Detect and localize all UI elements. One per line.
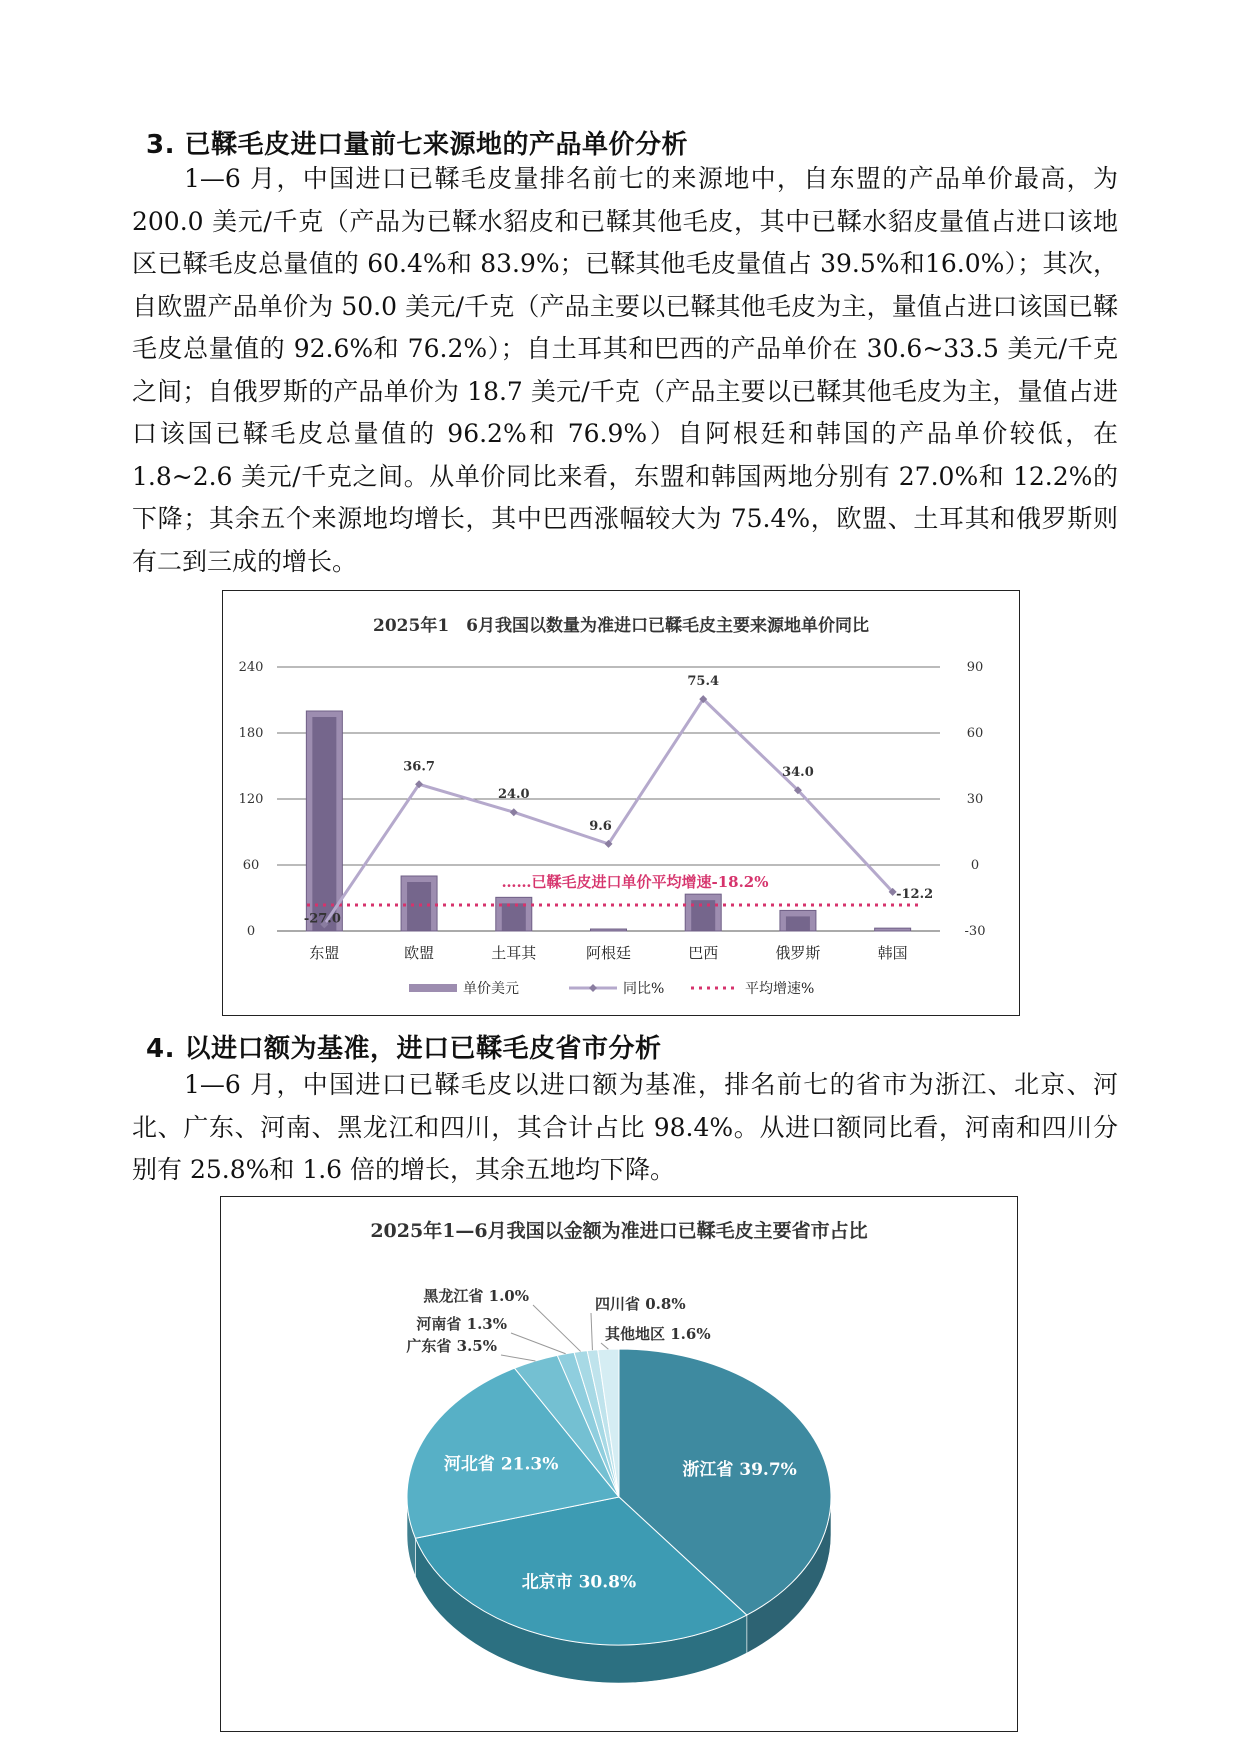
pie-callout-label: 黑龙江省 1.0% [423, 1287, 529, 1305]
pie-callout-label: 河南省 1.3% [416, 1315, 507, 1333]
x-tick-label: 土耳其 [491, 944, 537, 962]
section-4-heading: 4. 以进口额为基准，进口已鞣毛皮省市分析 [146, 1034, 662, 1064]
y-right-tick-label: -30 [964, 924, 986, 939]
bar-inner-shade [502, 903, 526, 931]
y-right-tick-label: 0 [970, 858, 980, 873]
yoy-data-label: -12.2 [896, 886, 934, 902]
pie-slice-label: 北京市 30.8% [521, 1572, 637, 1593]
legend-label: 平均增速% [745, 981, 815, 997]
y-left-tick-label: 120 [238, 792, 264, 807]
yoy-data-label: 36.7 [403, 759, 435, 775]
y-right-tick-label: 90 [966, 660, 984, 675]
y-left-tick-label: 0 [246, 924, 256, 939]
bar-inner-shade [786, 916, 810, 931]
section-3-heading: 3. 已鞣毛皮进口量前七来源地的产品单价分析 [146, 130, 689, 160]
legend-label: 单价美元 [463, 981, 519, 997]
y-left-tick-label: 60 [242, 858, 260, 873]
legend-marker [589, 984, 597, 992]
x-tick-label: 俄罗斯 [775, 944, 821, 962]
x-tick-label: 韩国 [877, 944, 908, 962]
province-share-chart-frame [220, 1196, 1018, 1732]
pie-leader-line [501, 1355, 535, 1361]
chart-title: 2025年1—6月我国以金额为准进口已鞣毛皮主要省市占比 [370, 1220, 868, 1242]
legend-swatch-bar [409, 984, 457, 992]
pie-callout-label: 其他地区 1.6% [605, 1325, 711, 1343]
y-right-tick-label: 60 [966, 726, 984, 741]
y-right-tick-label: 30 [966, 792, 984, 807]
x-tick-label: 欧盟 [404, 944, 435, 962]
pie-leader-line [591, 1313, 592, 1350]
section-4-paragraph: 1—6 月，中国进口已鞣毛皮以进口额为基准，排名前七的省市为浙江、北京、河北、广东、河南、黑龙江和四川，其合计占比 98.4%。从进口额同比看，河南和四川分别有 25.8%和 1.6 倍的增长，其余五地均下降。 [132, 1070, 1118, 1184]
y-left-tick-label: 240 [238, 660, 264, 675]
chart-title: 2025年1 6月我国以数量为准进口已鞣毛皮主要来源地单价同比 [373, 616, 869, 636]
bar-unit-price [591, 929, 627, 931]
pie-leader-line [511, 1333, 566, 1354]
x-tick-label: 阿根廷 [585, 944, 632, 962]
section-3-paragraph: 1—6 月，中国进口已鞣毛皮量排名前七的来源地中，自东盟的产品单价最高，为 200.0 美元/千克（产品为已鞣水貂皮和已鞣其他毛皮，其中已鞣水貂皮量值占进口该地区已鞣毛皮总量值的 60.4%和 83.9%；已鞣其他毛皮量值占 39.5%和16.0%）；其次，自欧盟产品单价为 50.0 美元/千克（产品主要以已鞣其他毛皮为主，量值占进口该国已鞣毛皮总量值的 92.6%和 76.2%）；自土耳其和巴西的产品单价在 30.6~33.5 美元/千克之间；自俄罗斯的产品单价为 18.7 美元/千克（产品主要以已鞣其他毛皮为主，量值占进口该国已鞣毛皮总量值的 96.2%和 76.9%）自阿根廷和韩国的产品单价较低，在 1.8~2.6 美元/千克之间。从单价同比来看，东盟和韩国两地分别有 27.0%和 12.2%的下降；其余五个来源地均增长，其中巴西涨幅较大为 75.4%，欧盟、土耳其和俄罗斯则有二到三成的增长。 [132, 164, 1118, 576]
pie-slice-label: 浙江省 39.7% [682, 1459, 797, 1480]
bar-inner-shade [312, 717, 336, 931]
unit-price-chart-frame [222, 590, 1020, 1016]
yoy-data-label: 9.6 [589, 818, 612, 834]
pie-leader-line [601, 1343, 608, 1349]
yoy-data-label: 75.4 [687, 674, 720, 690]
bar-inner-shade [691, 900, 715, 931]
yoy-point [510, 808, 518, 816]
yoy-data-label: 24.0 [497, 787, 530, 803]
province-share-pie-chart [221, 1197, 1017, 1731]
yoy-data-label: -27.0 [303, 911, 341, 927]
legend-label: 同比% [623, 981, 665, 997]
yoy-data-label: 34.0 [782, 765, 814, 781]
average-growth-annotation: ……已鞣毛皮进口单价平均增速-18.2% [501, 873, 769, 891]
x-tick-label: 东盟 [309, 944, 340, 962]
unit-price-chart [223, 591, 1019, 1015]
pie-slice-label: 河北省 21.3% [443, 1454, 559, 1475]
pie-callout-label: 广东省 3.5% [406, 1337, 497, 1355]
pie-callout-label: 四川省 0.8% [595, 1295, 686, 1313]
x-tick-label: 巴西 [688, 944, 719, 962]
bar-unit-price [875, 928, 911, 931]
y-left-tick-label: 180 [238, 726, 264, 741]
